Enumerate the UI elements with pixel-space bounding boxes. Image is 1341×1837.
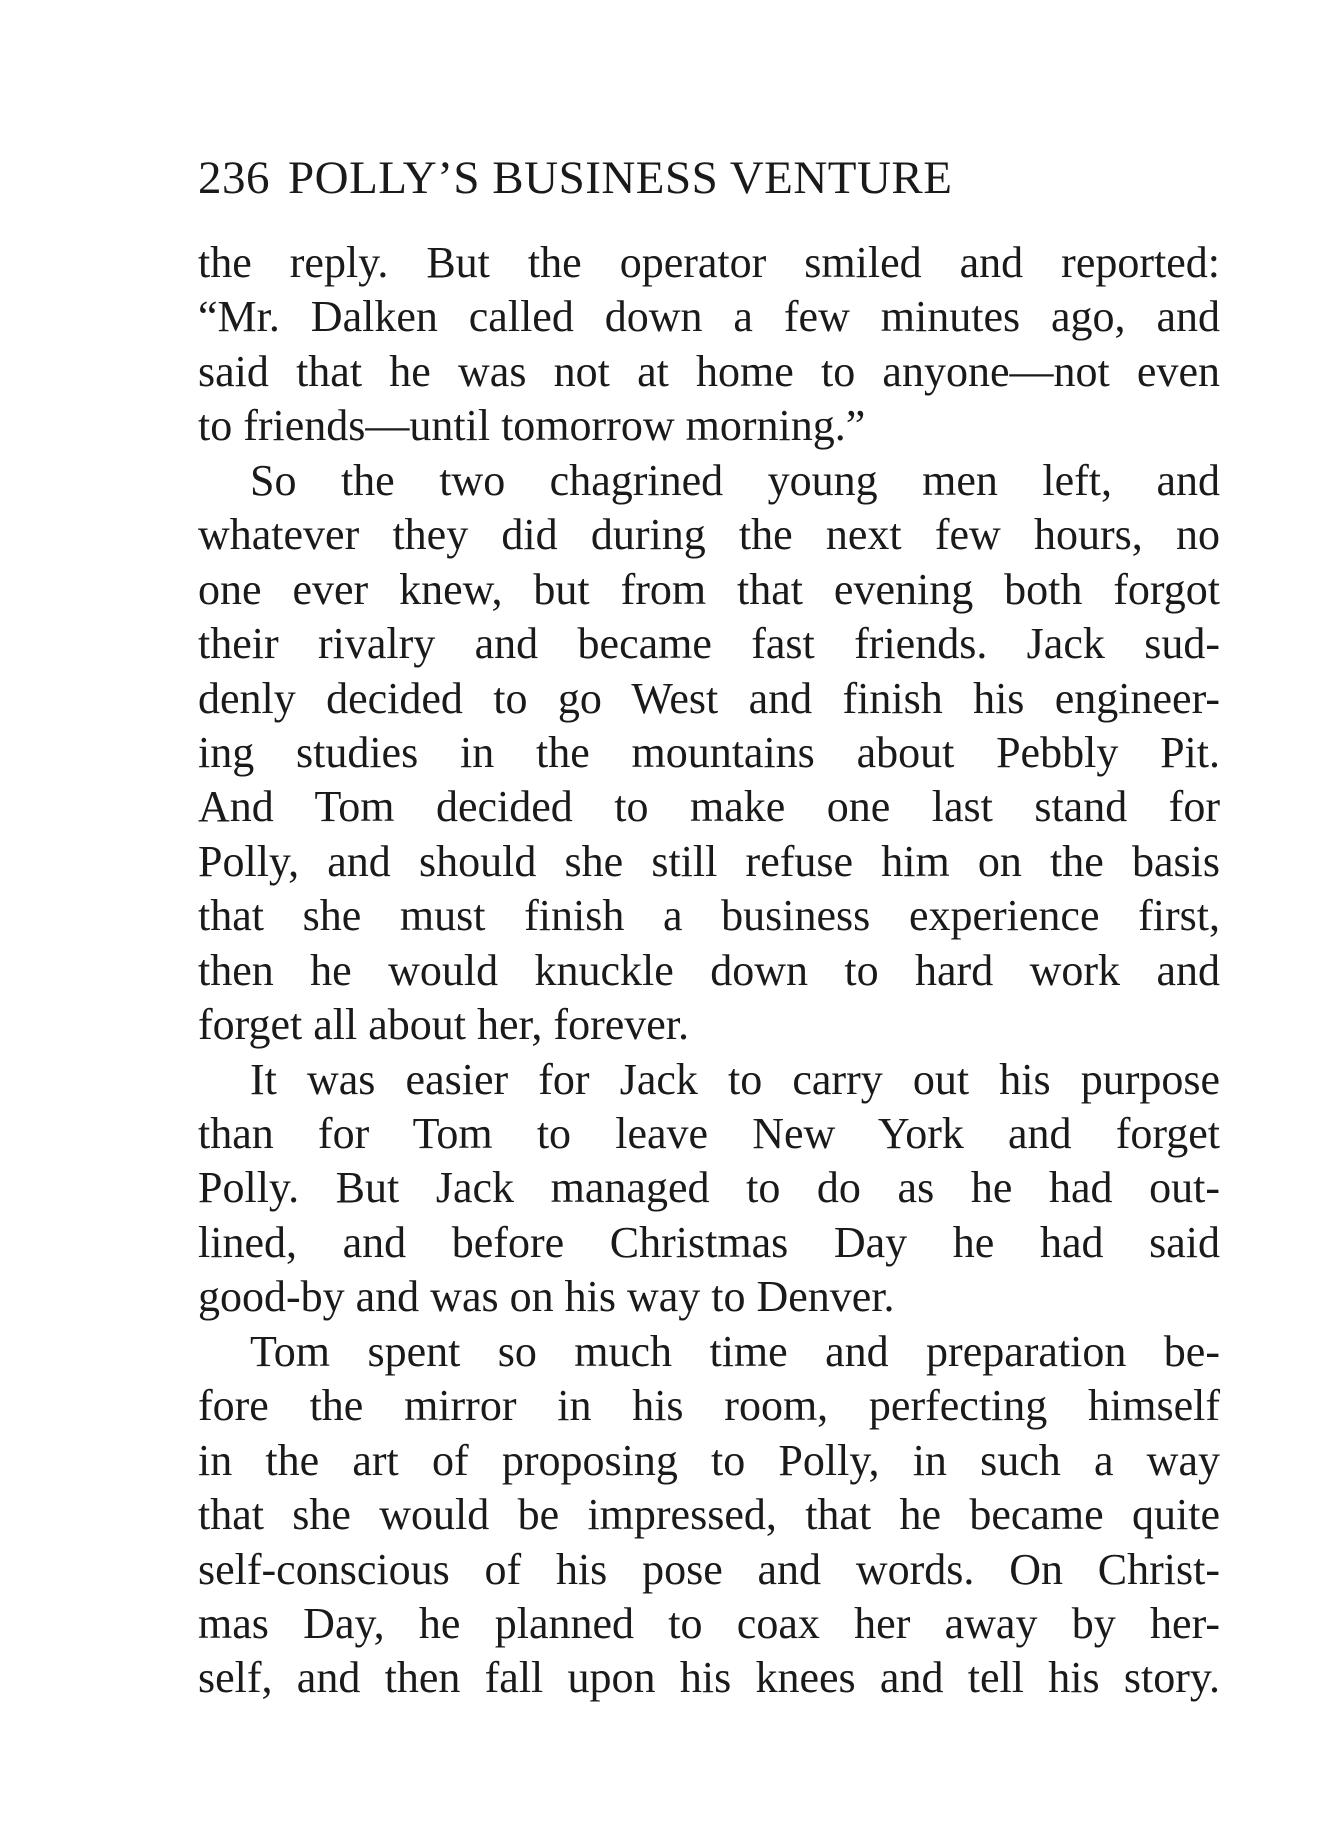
body-text: [198, 236, 1220, 1706]
text-line: fore the mirror in his room, perfecting himself: [198, 1381, 1220, 1431]
running-title: POLLY’S BUSINESS VENTURE: [288, 152, 953, 204]
running-header: [198, 148, 1218, 208]
text-line: self-conscious of his pose and words. On Christ-: [198, 1544, 1220, 1594]
text-line: So the two chagrined young men left, and: [250, 455, 1220, 505]
text-line: Polly. But Jack managed to do as he had out-: [198, 1163, 1220, 1213]
text-line: “Mr. Dalken called down a few minutes ago, and: [198, 292, 1220, 342]
text-line: that she would be impressed, that he became quite: [198, 1490, 1220, 1540]
text-line: said that he was not at home to anyone—not even: [198, 346, 1220, 396]
text-line: whatever they did during the next few hours, no: [198, 510, 1220, 560]
text-line: mas Day, he planned to coax her away by her-: [198, 1598, 1220, 1648]
text-line: denly decided to go West and finish his engineer-: [198, 673, 1220, 723]
text-line: in the art of proposing to Polly, in such a way: [198, 1435, 1220, 1485]
text-line: forget all about her, forever.: [198, 1000, 690, 1050]
text-line: lined, and before Christmas Day he had said: [198, 1217, 1220, 1267]
text-line: than for Tom to leave New York and forget: [198, 1109, 1220, 1158]
text-line: self, and then fall upon his knees and tell his story.: [198, 1653, 1220, 1703]
text-line: the reply. But the operator smiled and reported:: [198, 238, 1220, 287]
text-line: Polly, and should she still refuse him on the basis: [198, 836, 1220, 886]
text-line: Tom spent so much time and preparation be-: [250, 1326, 1220, 1376]
text-line: their rivalry and became fast friends. Jack sud-: [198, 619, 1220, 669]
text-line: good-by and was on his way to Denver.: [198, 1272, 895, 1322]
page-number: 236: [198, 152, 270, 204]
text-line: ing studies in the mountains about Pebbly Pit.: [198, 727, 1220, 777]
text-line: And Tom decided to make one last stand for: [198, 782, 1220, 832]
text-line: It was easier for Jack to carry out his purpose: [250, 1054, 1220, 1104]
text-line: that she must finish a business experience first,: [198, 891, 1220, 941]
text-line: then he would knuckle down to hard work and: [198, 945, 1220, 995]
text-line: to friends—until tomorrow morning.”: [198, 401, 866, 451]
text-line: one ever knew, but from that evening both forgot: [198, 564, 1220, 614]
